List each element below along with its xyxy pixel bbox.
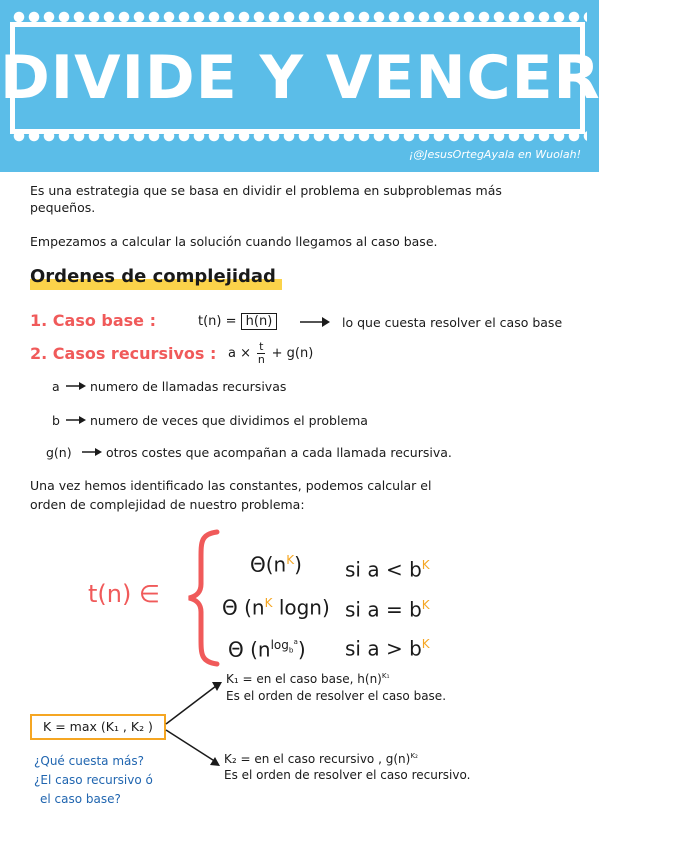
case-3-close: ) xyxy=(297,637,306,662)
item-caso-base-label: 1. Caso base : xyxy=(30,311,156,330)
case-1-theta: Θ(n xyxy=(250,552,287,577)
exp-k: K xyxy=(286,553,295,567)
case-1 xyxy=(250,540,302,585)
k1-line-1 xyxy=(226,666,389,689)
header-banner xyxy=(0,0,692,172)
section-heading: Ordenes de complejidad xyxy=(30,266,282,290)
arrow-right-icon xyxy=(66,381,86,391)
item-casos-recursivos-label: 2. Casos recursivos : xyxy=(30,344,217,363)
scallop-border-bottom xyxy=(12,129,587,143)
author-credit: ¡@JesusOrtegAyala en Wuolah! xyxy=(408,148,581,161)
exp-log xyxy=(270,637,298,655)
def-g-var: g(n) xyxy=(46,445,72,460)
curly-brace xyxy=(185,528,225,668)
exp-k: K xyxy=(421,598,430,612)
intro-line-2: pequeños. xyxy=(30,200,96,215)
case-3-condition xyxy=(345,624,430,669)
fraction-denominator: n xyxy=(257,353,265,366)
log-text: log xyxy=(270,638,289,652)
exp-k: K xyxy=(264,596,273,610)
arrow-right-icon xyxy=(66,415,86,425)
def-g-text: otros costes que acompañan a cada llamada recursiva. xyxy=(106,445,452,460)
case-1-close: ) xyxy=(294,552,302,577)
case-3 xyxy=(228,622,306,670)
formula-a: a × xyxy=(228,346,251,361)
k2-sup: K₂ xyxy=(410,751,418,760)
log-base: b xyxy=(288,645,294,655)
def-b-text: numero de veces que dividimos el problema xyxy=(90,413,368,428)
case-3-cond: si a > b xyxy=(345,636,422,661)
para-line-2: orden de complejidad de nuestro problema: xyxy=(30,497,305,512)
exp-k: K xyxy=(421,637,430,651)
k-max-box: K = max (K₁ , K₂ ) xyxy=(30,714,166,740)
formula-suffix: + g(n) xyxy=(271,346,314,361)
intro-line-1: Es una estrategia que se basa en dividir el problema en subproblemas más xyxy=(30,183,502,198)
case-1-cond: si a < b xyxy=(345,557,422,582)
case-1-condition xyxy=(345,545,430,590)
question-line-1: ¿Qué cuesta más? xyxy=(34,754,144,768)
page-title: DIVIDE Y VENCERÁS xyxy=(0,43,692,113)
fraction-t-over-n xyxy=(257,341,265,366)
log-arg: a xyxy=(293,637,298,646)
exp-k: K xyxy=(421,558,430,572)
item-caso-base-formula xyxy=(198,312,277,331)
formula-prefix: t(n) = xyxy=(198,314,237,329)
case-2-tail: logn) xyxy=(278,595,330,620)
k1-line-2: Es el orden de resolver el caso base. xyxy=(226,689,447,703)
branch-arrows xyxy=(164,680,224,810)
boxed-hn: h(n) xyxy=(241,313,278,330)
para-line-1: Una vez hemos identificado las constantes, podemos calcular el xyxy=(30,478,432,493)
arrow-right-icon xyxy=(82,447,102,457)
question-line-2: ¿El caso recursivo ó xyxy=(34,773,153,787)
def-a-text: numero de llamadas recursivas xyxy=(90,379,287,394)
case-2-cond: si a = b xyxy=(345,597,422,622)
case-2 xyxy=(222,583,330,628)
k1-sup: K₁ xyxy=(381,671,390,680)
item-caso-base-desc: lo que cuesta resolver el caso base xyxy=(342,315,563,330)
k2-line-2: Es el orden de resolver el caso recursivo. xyxy=(224,768,471,782)
case-2-condition xyxy=(345,585,430,630)
item-casos-recursivos-formula xyxy=(228,340,313,368)
case-3-theta: Θ (n xyxy=(228,637,271,662)
formula-lhs: t(n) ∈ xyxy=(88,580,160,608)
intro-line-3: Empezamos a calcular la solución cuando llegamos al caso base. xyxy=(30,234,438,249)
def-a-var: a xyxy=(52,379,60,394)
case-2-theta: Θ (n xyxy=(222,595,265,620)
question-line-3: el caso base? xyxy=(40,792,121,806)
arrow-right-icon xyxy=(300,316,330,328)
k2-text: K₂ = en el caso recursivo , g(n) xyxy=(224,752,411,766)
fraction-numerator: t xyxy=(259,340,264,353)
def-b-var: b xyxy=(52,413,60,428)
k1-text: K₁ = en el caso base, h(n) xyxy=(226,672,382,686)
